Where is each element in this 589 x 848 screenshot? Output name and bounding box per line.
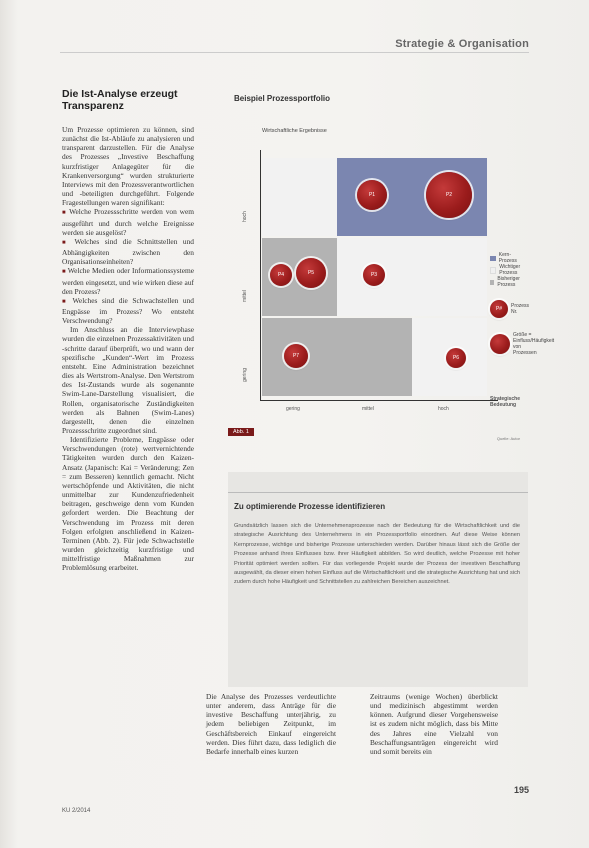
legend-swatch xyxy=(490,256,496,261)
bullet-item: ■ Welches sind die Schwachstellen und Engpässe im Prozess? Wo entsteht Verschwendung? xyxy=(62,296,194,325)
y-tick-hoch: hoch xyxy=(242,211,248,222)
bubble-p5: P5 xyxy=(296,258,326,288)
box-rule xyxy=(228,492,528,493)
paragraph: Um Prozesse optimieren zu können, sind zunächst die Ist-Abläufe zu analysieren und transparent darzustellen. Für die Analyse des Prozesses „Investive Beschaffung kurzfristiger Anlagegüter für die Krankenversorgung“ wurden strukturierte Interviews mit den Prozessverantwortlichen und -beteiligten durchgeführt. Folgende Fragestellungen waren signifikant: xyxy=(62,125,194,208)
legend-swatch xyxy=(490,280,494,285)
legend-bubble: P# xyxy=(490,300,508,318)
legend-label: Kern-Prozess xyxy=(498,252,517,264)
bullet-item: ■ Welche Prozessschritte werden von wem ausgeführt und durch welche Ereignisse werden sie ausgelöst? xyxy=(62,207,194,236)
paragraph: Im Anschluss an die Interviewphase wurden die einzelnen Prozessaktivitäten und -schritte darauf überprüft, wo und wann der spezifische „Kunden“-Wert im Prozess entsteht. Eine Administration bezeichnet dies als Wertstrom-Analyse. Den Wertstrom des Ist-Zustands wurde als sogenannte Swim-Lane-Darstellung visualisiert, die Rollen, organisatorische Zuständigkeiten werden als Bahnen (Swim-Lanes) dargestellt, denen die einzelnen Prozessschritte zugeordnet sind. xyxy=(62,325,194,435)
x-tick-gering: gering xyxy=(286,406,300,412)
legend-label: Wichtiger Prozess xyxy=(499,264,521,276)
portfolio-plot xyxy=(262,158,487,400)
footer-issue: KU 2/2014 xyxy=(62,808,91,814)
box-title: Zu optimierende Prozesse identifizieren xyxy=(234,502,386,511)
article-column-2: Die Analyse des Prozesses verdeutlichte unter anderem, dass Anträge für die investive Beschaffung unterjährig, zu jedem beliebigen Zeitpunkt, im Geschäftsbereich Einkauf eingereicht werden. Dies führt dazu, dass lediglich die Bedarfe innerhalb eines kurzen xyxy=(206,692,336,756)
figure-tag: Abb. 1 xyxy=(228,428,254,436)
bubble-p4: P4 xyxy=(270,264,292,286)
figure-source: Quelle: Autor xyxy=(496,436,520,441)
legend-swatch xyxy=(490,267,496,274)
legend-label: Größe = Einfluss/Häufigkeit von Prozessen xyxy=(513,332,555,356)
legend-item xyxy=(490,300,533,318)
y-axis-title: Wirtschaftliche Ergebnisse xyxy=(262,128,327,134)
bubble-p6: P6 xyxy=(446,348,466,368)
bubble-p2: P2 xyxy=(426,172,472,218)
y-axis-line xyxy=(260,150,261,400)
x-tick-mittel: mittel xyxy=(362,406,374,412)
legend-label: Bisheriger Prozess xyxy=(497,276,520,288)
legend-item xyxy=(490,276,528,288)
page-number: 195 xyxy=(513,785,529,795)
legend-item xyxy=(490,264,528,276)
cell xyxy=(337,318,412,396)
bullet-item: ■ Welche Medien oder Informationssysteme werden eingesetzt, und wie wirken diese auf den Prozess? xyxy=(62,266,194,295)
legend-label: Prozess Nr. xyxy=(511,303,530,315)
x-tick-hoch: hoch xyxy=(438,406,449,412)
bubble-p7: P7 xyxy=(284,344,308,368)
bubble-p1: P1 xyxy=(357,180,387,210)
cell xyxy=(412,238,487,316)
y-tick-gering: gering xyxy=(242,368,248,382)
header-rule xyxy=(60,52,529,53)
x-axis-title: Strategische Bedeutung xyxy=(490,396,521,408)
x-axis-line xyxy=(260,400,498,401)
legend-item xyxy=(490,252,528,264)
cell xyxy=(262,158,337,236)
legend-item xyxy=(490,332,555,356)
section-header: Strategie & Organisation xyxy=(395,38,529,50)
article-column-1 xyxy=(62,125,194,573)
figure-title: Beispiel Prozessportfolio xyxy=(234,94,331,103)
process-portfolio-figure xyxy=(228,86,555,446)
paragraph: Identifizierte Probleme, Engpässe oder Verschwendungen (rote) wertvernichtende Tätigkeiten wurden durch den Kaizen-Ansatz (Japanisch: Kai = Veränderung; Zen = zum Besseren) kenntlich gemacht. Nicht wertschöpfende und Aktivitäten, die nicht unmittelbar zur Kundenzufriedenheit beitragen, geschweige denn vom Kunden gefordert werden. Die Beachtung der Verschwendung im Prozess mit deren Folgen erfolgten anschließend in Kaizen-Terminen (Abb. 2). Für jede Schwachstelle wurden gleichzeitig kurzfristige und mittelfristige Maßnahmen zur Problemlösung erarbeitet. xyxy=(62,435,194,573)
info-box xyxy=(228,472,528,687)
bullet-item: ■ Welches sind die Schnittstellen und Abhängigkeiten zwischen den Organisationseinheiten? xyxy=(62,237,194,266)
legend-bubble xyxy=(490,334,510,354)
article-column-3: Zeitraums (wenige Wochen) überblickt und medizinisch abgestimmt werden können. Aufgrund dieser Vorgehensweise ist es zudem nicht möglich, dass bis Mitte des Jahres eine Vielzahl von Beschaffungsanträgen eingereicht wird und somit bereits ein xyxy=(370,692,498,756)
box-text: Grundsätzlich lassen sich die Unternehmensprozesse nach der Bedeutung für die Wirtschaftlichkeit und die strategische Ausrichtung des Unternehmens in ein Prozessportfolio einordnen. Auf diese Weise können Kernprozesse, wichtige und bisherige Prozesse unterschieden werden. Darüber hinaus lässt sich die Größe der Prozesse anhand ihres Einflusses bzw. ihrer Häufigkeit abbilden. So wird deutlich, welche Prozesse mit hoher Priorität optimiert werden sollten. Für das vorliegende Projekt wurde der Prozess der investiven Beschaffung ausgewählt, da dieser einen hohen Einfluss auf die Wirtschaftlichkeit und die strategische Ausrichtung hat und sich zudem durch hohe Häufigkeit und Schnittstellen zu zahlreichen Bereichen auszeichnet. xyxy=(234,523,520,586)
bubble-p3: P3 xyxy=(363,264,385,286)
article-headline: Die Ist-Analyse erzeugt Transparenz xyxy=(62,88,178,112)
y-tick-mittel: mittel xyxy=(242,290,248,302)
